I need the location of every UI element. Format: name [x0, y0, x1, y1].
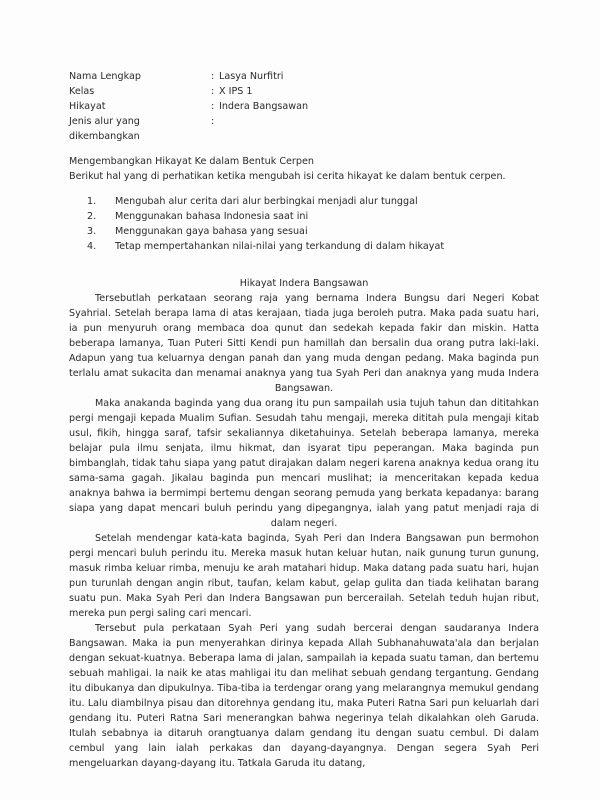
identity-value: X IPS 1 [219, 86, 253, 97]
identity-colon: : [211, 86, 215, 97]
identity-row-class [69, 84, 539, 99]
list-item [69, 224, 539, 239]
list-item-number: 1. [87, 196, 97, 207]
story-title: Hikayat Indera Bangsawan [239, 278, 369, 289]
identity-label: Nama Lengkap [69, 71, 141, 82]
identity-label: Hikayat [69, 101, 106, 112]
list-item-text: Menggunakan gaya bahasa yang sesuai [115, 226, 308, 237]
spacer [69, 144, 539, 154]
identity-label: Jenis alur yang dikembangkan [69, 116, 140, 142]
story-paragraph: Tersebut pula perkataan Syah Peri yang sudah bercerai dengan saudaranya Indera Bangsawan. Maka ia pun menyerahkan dirinya kepada Allah Subhanahuwata'ala dan berjalan dengan sekuat-kuatnya. Beberapa lama di jalan, sampailah ia kepada suatu taman, dan bertemu sebuah mahligai. Ia naik ke atas mahligai itu dan melihat sebuah gendang tergantung. Gendang itu dibukanya dan dipukulnya. Tiba-tiba ia terdengar orang yang melarangnya memukul gendang itu. Lalu diambilnya pisau dan ditorehnya gendang itu, maka Puteri Ratna Sari pun keluarlah dari gendang itu. Puteri Ratna Sari menerangkan bahwa negerinya telah dikalahkan oleh Garuda. Itulah sebabnya ia ditaruh orangtuanya dalam gendang itu dengan suatu cembul. Di dalam cembul yang lain ialah perkakas dan dayang-dayangnya. Dengan segera Syah Peri mengeluarkan dayang-dayang itu. Tatkala Garuda itu datang, [69, 623, 539, 769]
document-content [69, 69, 539, 771]
identity-value: Indera Bangsawan [219, 101, 309, 112]
identity-row-name [69, 69, 539, 84]
spacer [69, 184, 539, 194]
list-item [69, 209, 539, 224]
steps-list [69, 194, 539, 254]
identity-value: Lasya Nurfitri [219, 71, 284, 82]
identity-label: Kelas [69, 86, 95, 97]
list-item-text: Tetap mempertahankan nilai-nilai yang terkandung di dalam hikayat [115, 241, 445, 252]
story-paragraph: Tersebutlah perkataan seorang raja yang bernama Indera Bungsu dari Negeri Kobat Syahrial. Setelah berapa lama di atas kerajaan, tiada juga beroleh putra. Maka pada suatu hari, ia pun menyuruh orang membaca doa qunut dan sedekah kepada fakir dan miskin. Hatta beberapa lamanya, Tuan Puteri Sitti Kendi pun hamillah dan bersalin dua orang putra laki-laki. Adapun yang tua keluarnya dengan panah dan yang muda dengan pedang. Maka baginda pun terlalu amat sukacita dan menamai anaknya yang tua Syah Peri dan anaknya yang muda Indera Bangsawan. [69, 293, 539, 394]
list-item [69, 194, 539, 209]
spacer [69, 254, 539, 264]
identity-block [69, 69, 539, 144]
identity-colon: : [211, 101, 215, 112]
story-paragraph: Maka anakanda baginda yang dua orang itu pun sampailah usia tujuh tahun dan dititahkan pergi mengaji kepada Mualim Sufian. Sesudah tahu mengaji, mereka dititah pula mengaji kitab usul, fikih, hingga saraf, tafsir sekaliannya diketahuinya. Setelah beberapa lamanya, mereka belajar pula ilmu senjata, ilmu hikmat, dan isyarat tipu peperangan. Maka baginda pun bimbanglah, tidak tahu siapa yang patut dirajakan dalam negeri karena anaknya kedua orang itu sama-sama gagah. Jikalau baginda pun mencari muslihat; ia menceritakan kepada kedua anaknya bahwa ia bermimpi bertemu dengan seorang pemuda yang berkata kepadanya: barang siapa yang dapat mencari buluh perindu yang dipegangnya, ialah yang patut menjadi raja di dalam negeri. [69, 398, 539, 529]
intro-heading: Mengembangkan Hikayat Ke dalam Bentuk Cerpen [69, 156, 314, 167]
spacer [69, 264, 539, 272]
list-item-number: 3. [87, 226, 97, 237]
identity-value [219, 114, 539, 144]
list-item-text: Mengubah alur cerita dari alur berbingkai menjadi alur tunggal [115, 196, 418, 207]
story-paragraph: Setelah mendengar kata-kata baginda, Syah Peri dan Indera Bangsawan pun bermohon pergi mencari buluh perindu itu. Mereka masuk hutan keluar hutan, naik gunung turun gunung, masuk rimba keluar rimba, menuju ke arah matahari hidup. Maka datang pada suatu hari, hujan pun turunlah dengan angin ribut, taufan, kelam kabut, gelap gulita dan tiada kelihatan barang suatu pun. Maka Syah Peri dan Indera Bangsawan pun bercerailah. Setelah teduh hujan ribut, mereka pun pergi saling cari mencari. [69, 533, 539, 619]
list-item-text: Menggunakan bahasa Indonesia saat ini [115, 211, 309, 222]
identity-colon: : [211, 71, 215, 82]
list-item [69, 239, 539, 254]
intro-lead: Berikut hal yang di perhatikan ketika mengubah isi cerita hikayat ke dalam bentuk cerpen. [69, 171, 506, 182]
identity-row-plot [69, 114, 539, 144]
list-item-number: 2. [87, 211, 97, 222]
identity-row-hikayat [69, 99, 539, 114]
identity-colon: : [211, 116, 215, 127]
list-item-number: 4. [87, 241, 97, 252]
